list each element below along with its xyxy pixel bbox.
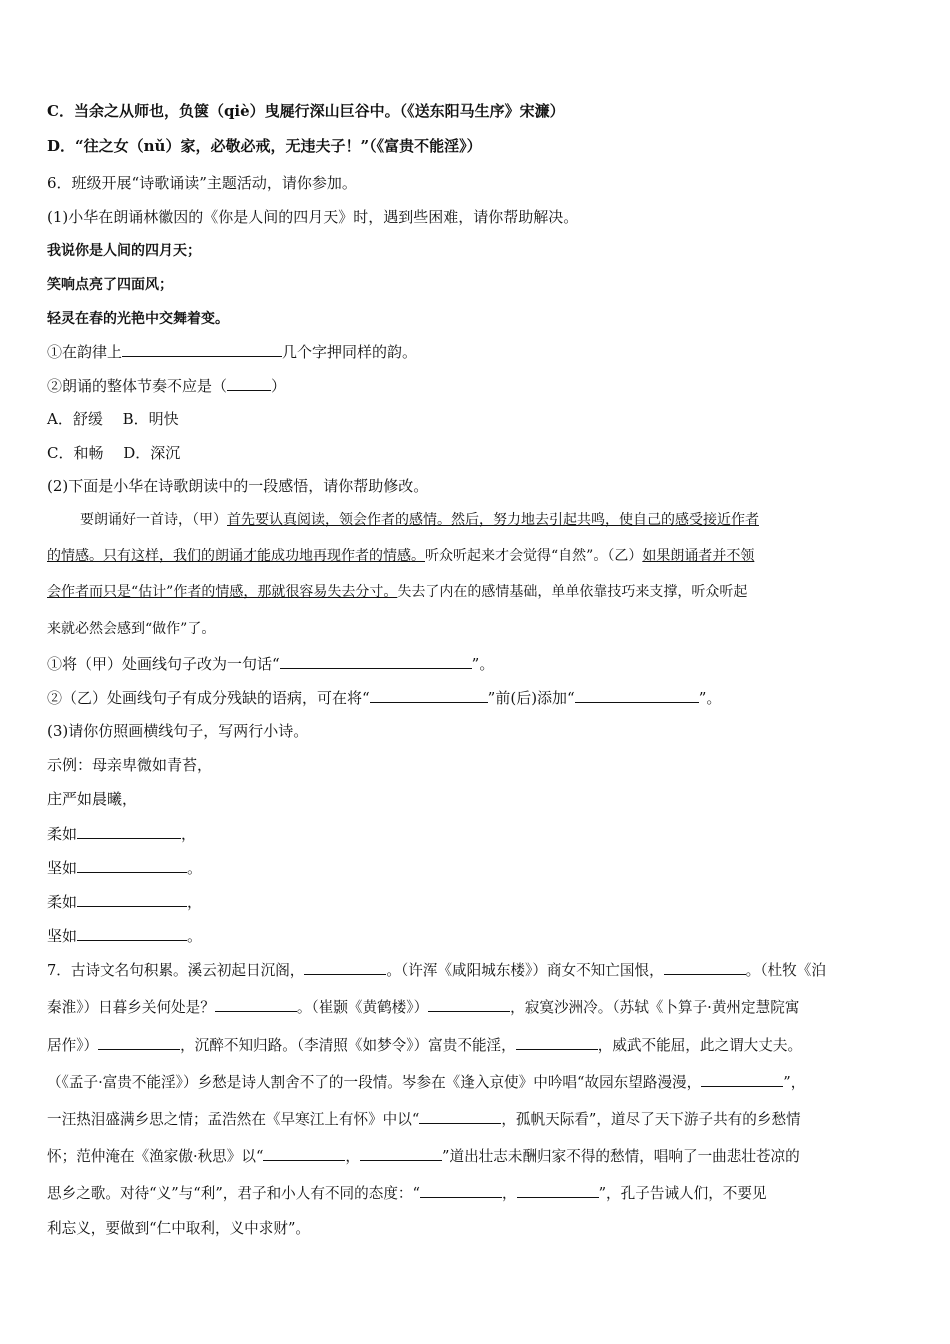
revise-2-blank-1[interactable] (370, 687, 488, 703)
options-ab: A．舒缓 B．明快 (47, 410, 179, 428)
imitate-line-4 (47, 925, 907, 946)
option-c: C．当余之从师也，负箧（qiè）曳屣行深山巨谷中。（《送东阳马生序》宋濂） (47, 102, 565, 120)
q7-6b: ， (345, 1148, 361, 1165)
q7-5b: ，孤帆天际看”，道尽了天下游子共有的乡愁情 (501, 1111, 801, 1128)
para-underline-yi-2: 会作者而只是“估计”作者的情感，那就很容易失去分寸。 (47, 584, 398, 600)
question-7-line-1 (47, 959, 907, 981)
revise-1-prefix: ①将（甲）处画线句子改为一句话“ (47, 655, 280, 673)
jian-label-1: 坚如 (47, 859, 78, 877)
q7-blank-2[interactable] (664, 959, 746, 975)
rhyme-blank[interactable] (122, 341, 282, 357)
para-underline-yi-1: 如果朗诵者并不领 (642, 548, 755, 564)
question-7-line-2 (47, 996, 907, 1018)
q7-1b: 。（许浑《咸阳城东楼》）商女不知亡国恨， (386, 962, 664, 979)
q7-1c: 。（杜牧《泊 (745, 962, 826, 979)
example-line-2: 庄严如晨曦， (47, 790, 138, 808)
paragraph-line-2 (47, 546, 907, 566)
q7-blank-12[interactable] (517, 1182, 599, 1198)
q7-blank-7[interactable] (701, 1071, 783, 1087)
revise-2-prefix: ②（乙）处画线句子有成分残缺的语病，可在将“ (47, 689, 370, 707)
poem-line-2: 笑响点亮了四面风； (47, 277, 173, 293)
q7-2a: 秦淮》）日暮乡关何处是？ (47, 999, 215, 1016)
q7-4b: ”， (783, 1074, 806, 1091)
question-6-part-3: (3)请你仿照画横线句子，写两行小诗。 (47, 722, 309, 740)
paragraph-line-1 (47, 510, 907, 530)
q7-blank-9[interactable] (263, 1145, 345, 1161)
imitate-line-1 (47, 823, 907, 844)
q7-1a: 7．古诗文名句积累。溪云初起日沉阁， (47, 962, 305, 979)
para-a: 要朗诵好一首诗，（甲） (80, 512, 227, 528)
imitate-period-2: 。 (187, 927, 203, 945)
q7-blank-4[interactable] (428, 996, 510, 1012)
imitate-blank-2[interactable] (77, 857, 187, 873)
q7-2c: ，寂寞沙洲冷。（苏轼《卜算子·黄州定慧院寓 (510, 999, 800, 1016)
para-d: 听众听起来才会觉得“自然”。（乙） (425, 548, 643, 564)
q7-7b: ， (501, 1185, 517, 1202)
imitate-blank-3[interactable] (77, 891, 187, 907)
q7-blank-1[interactable] (304, 959, 386, 975)
imitate-line-3 (47, 891, 907, 912)
options-cd: C．和畅 D．深沉 (47, 444, 181, 462)
q7-blank-10[interactable] (360, 1145, 442, 1161)
para-underline-jia-1: 首先要认真阅读，领会作者的感情。然后，努力地去引起共鸣，使自己的感受接近作者 (227, 512, 759, 528)
q7-blank-8[interactable] (419, 1108, 501, 1124)
question-7-line-3 (47, 1034, 907, 1056)
imitate-blank-1[interactable] (77, 823, 181, 839)
option-d: D．“往之女（nǔ）家，必敬必戒，无违夫子！”（《富贵不能淫》） (47, 137, 482, 155)
revise-2-blank-2[interactable] (575, 687, 699, 703)
sub-question-rhyme (47, 341, 907, 362)
revise-1 (47, 653, 907, 674)
sub-question-rhythm (47, 375, 907, 396)
q7-7c: ”，孔子告诫人们，不要见 (598, 1185, 767, 1202)
imitate-blank-4[interactable] (77, 925, 187, 941)
paragraph-line-3 (47, 582, 907, 602)
q7-blank-5[interactable] (98, 1034, 180, 1050)
revise-2-suffix: ”。 (698, 689, 722, 707)
poem-line-3: 轻灵在春的光艳中交舞着变。 (47, 311, 229, 327)
jian-label-2: 坚如 (47, 927, 78, 945)
paragraph-line-4: 来就必然会感到“做作”了。 (47, 621, 216, 637)
revise-2-mid: ”前(后)添加“ (487, 689, 575, 707)
rhythm-blank[interactable] (227, 375, 271, 391)
q7-6a: 怀；范仲淹在《渔家傲·秋思》以“ (47, 1148, 264, 1165)
question-7-line-8: 利忘义，要做到“仁中取利，义中求财”。 (47, 1220, 311, 1237)
q7-3c: ，威武不能屈，此之谓大丈夫。 (597, 1037, 803, 1054)
question-6-title: 6．班级开展“诗歌诵读”主题活动，请你参加。 (47, 174, 357, 192)
question-6-part-2: (2)下面是小华在诗歌朗读中的一段感悟，请你帮助修改。 (47, 477, 429, 495)
para-g: 失去了内在的感情基础，单单依靠技巧来支撑，听众听起 (397, 584, 748, 600)
revise-2 (47, 687, 907, 708)
question-6-part-1: (1)小华在朗诵林徽因的《你是人间的四月天》时，遇到些困难，请你帮助解决。 (47, 208, 579, 226)
imitate-comma-2: ， (187, 893, 203, 911)
poem-line-1: 我说你是人间的四月天； (47, 243, 201, 259)
imitate-period-1: 。 (187, 859, 203, 877)
rhyme-suffix: 几个字押同样的韵。 (282, 343, 418, 361)
q7-blank-3[interactable] (215, 996, 297, 1012)
example-line-1: 示例：母亲卑微如青苔， (47, 756, 213, 774)
q7-3a: 居作》） (47, 1037, 99, 1054)
question-7-line-7 (47, 1182, 907, 1204)
question-7-line-6 (47, 1145, 907, 1167)
rhythm-prefix: ②朗诵的整体节奏不应是（ (47, 377, 228, 395)
rhythm-suffix: ） (271, 377, 287, 395)
rou-label-2: 柔如 (47, 893, 78, 911)
question-7-line-5 (47, 1108, 907, 1130)
q7-blank-6[interactable] (516, 1034, 598, 1050)
imitate-line-2 (47, 857, 907, 878)
q7-blank-11[interactable] (420, 1182, 502, 1198)
rhyme-prefix: ①在韵律上 (47, 343, 123, 361)
rou-label-1: 柔如 (47, 825, 78, 843)
question-7-line-4 (47, 1071, 907, 1093)
imitate-comma-1: ， (181, 825, 197, 843)
q7-6c: ”道出壮志未酬归家不得的愁情，唱响了一曲悲壮苍凉的 (442, 1148, 800, 1165)
q7-2b: 。（崔颢《黄鹤楼》） (296, 999, 429, 1016)
q7-4a: （《孟子·富贵不能淫》）乡愁是诗人割舍不了的一段情。岑参在《逢入京使》中吟唱“故园东望路漫漫， (47, 1074, 702, 1091)
para-underline-jia-2: 的情感。只有这样，我们的朗诵才能成功地再现作者的情感。 (47, 548, 425, 564)
revise-1-blank[interactable] (280, 653, 472, 669)
q7-7a: 思乡之歌。对待“义”与“利”，君子和小人有不同的态度：“ (47, 1185, 420, 1202)
q7-3b: ，沉醉不知归路。（李清照《如梦令》）富贵不能淫， (180, 1037, 516, 1054)
revise-1-suffix: ”。 (471, 655, 495, 673)
q7-5a: 一汪热泪盛满乡思之情；孟浩然在《早寒江上有怀》中以“ (47, 1111, 420, 1128)
